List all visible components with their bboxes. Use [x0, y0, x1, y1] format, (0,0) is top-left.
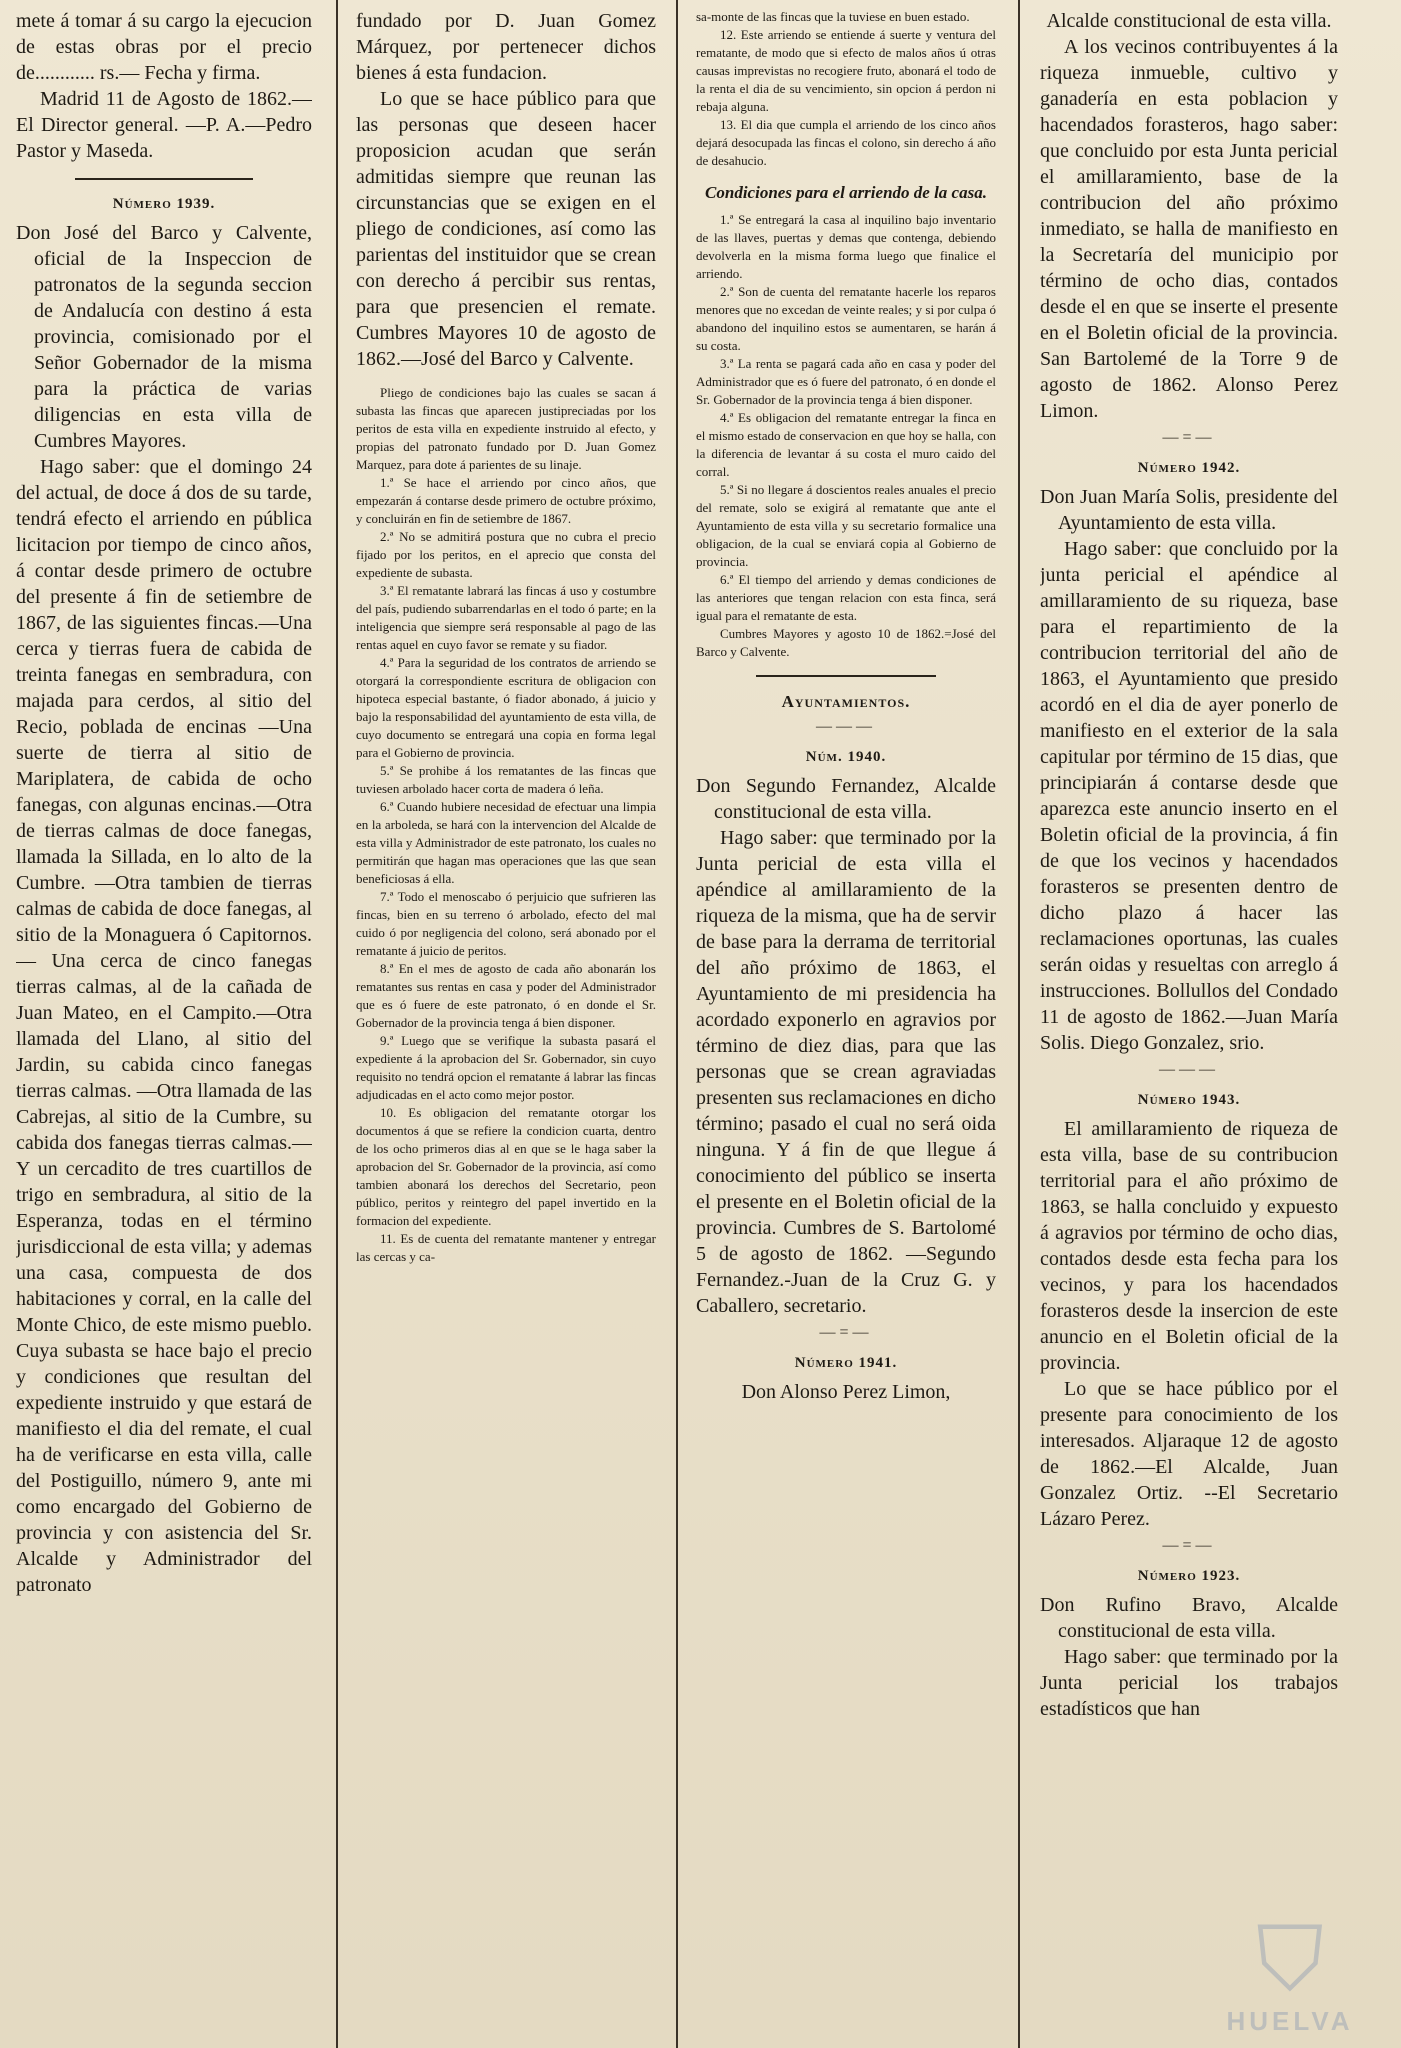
condition-5: 5.ª Se prohibe á los rematantes de las fincas que tuviesen arbolado hacer corta de madera ó leña. — [356, 763, 656, 796]
watermark-text: HUELVA — [1226, 2006, 1354, 2036]
notice-number-1923: Número 1923. — [1137, 1568, 1241, 1584]
condition-1: 1.ª Se hace el arriendo por cinco años, que empezarán á contarse desde primero de octubre próximo, y concluirán en fin de setiembre de 1867. — [356, 475, 656, 526]
section-divider — [756, 675, 936, 677]
column-3 — [696, 8, 996, 2040]
ornament-divider: ——— — [1159, 1061, 1219, 1078]
house-condition-2: 2.ª Son de cuenta del rematante hacerle los reparos menores que no excedan de veinte reales; y si por culpa ó abandono del inquilino estos se aumentaren, se harán á su costa. — [696, 284, 996, 353]
notice-1942-title: Don Juan María Solis, presidente del Ayuntamiento de esta villa. — [1040, 486, 1338, 534]
notice-1940-title: Don Segundo Fernandez, Alcalde constitucional de esta villa. — [696, 775, 996, 823]
house-conditions-signature: Cumbres Mayores y agosto 10 de 1862.=José del Barco y Calvente. — [696, 626, 996, 659]
condition-7: 7.ª Todo el menoscabo ó perjuicio que sufrieren las fincas, bien en su terreno ó arbolado, efecto del mal cuido ó por negligencia del colono, será abonado por el rematante á juicio de peritos. — [356, 889, 656, 958]
notice-1923-body: Hago saber: que terminado por la Junta pericial los trabajos estadísticos que han — [1040, 1646, 1338, 1720]
house-condition-6: 6.ª El tiempo del arriendo y demas condiciones de las anteriores que tengan relacion con esta finca, será igual para el rematante de esta. — [696, 572, 996, 623]
ornament-divider: —=— — [819, 1324, 873, 1341]
column-rule — [1018, 0, 1020, 2048]
condition-11-continued: sa-monte de las fincas que la tuviese en buen estado. — [696, 9, 970, 24]
notice-1941-title-continued: Alcalde constitucional de esta villa. — [1046, 10, 1332, 32]
notice-number-1941: Número 1941. — [794, 1355, 898, 1371]
ornament-divider: —=— — [1162, 429, 1216, 446]
notice-number-1942: Número 1942. — [1137, 460, 1241, 476]
notice-1939-public: Lo que se hace público para que las personas que deseen hacer proposicion acudan que serán admitidas siempre que reunan las circunstancias que se exigen en el pliego de condiciones, así como las parientas del instituidor que se crean con derecho á percibir sus rentas, para que presencien el remate. Cumbres Mayores 10 de agosto de 1862.—José del Barco y Calvente. — [356, 88, 656, 370]
notice-1940-body: Hago saber: que terminado por la Junta pericial de esta villa el apéndice al amillaramiento de la riqueza de la misma, que ha de servir de base para la derrama de territorial del año próximo de 1863, el Ayuntamiento de mi presidencia ha acordado exponerlo en agravios por término de diez dias, para que las personas que se crean agraviadas presenten sus reclamaciones en dicho término; pasado el cual no será oida ninguna. Y á fin de que llegue á conocimiento del público se inserta el presente en el Boletin oficial de la provincia. Cumbres de S. Bartolomé 5 de agosto de 1862. —Segundo Fernandez.-Juan de la Cruz G. y Caballero, secretario. — [696, 827, 996, 1317]
shield-icon: ⛉ — [1256, 1911, 1324, 2010]
condition-8: 8.ª En el mes de agosto de cada año abonarán los rematantes sus rentas en casa y poder del Administrador que es ó fuere de este patronato, ó en donde el Sr. Gobernador de la provincia tenga á bien disponer. — [356, 961, 656, 1030]
condition-12: 12. Este arriendo se entiende á suerte y ventura del rematante, de modo que si efecto de malos años ú otras causas imprevistas no recogiere fruto, abonará el todo de la renta el dia de su vencimiento, sin opcion á perdon ni rebaja alguna. — [696, 27, 996, 114]
section-heading-ayuntamientos: Ayuntamientos. — [781, 692, 911, 711]
paragraph-continued: mete á tomar á su cargo la ejecucion de estas obras por el precio de............ rs.— Fecha y firma. — [16, 10, 312, 84]
notice-1923-title: Don Rufino Bravo, Alcalde constitucional de esta villa. — [1040, 1594, 1338, 1642]
condition-9: 9.ª Luego que se verifique la subasta pasará el expediente á la aprobacion del Sr. Gobernador, sin cuyo requisito no tendrá opcion el rematante á labrar las fincas adjudicadas en el acto como mejor postor. — [356, 1033, 656, 1102]
condition-11: 11. Es de cuenta del rematante mantener y entregar las cercas y ca- — [356, 1231, 656, 1264]
notice-number-1939: Número 1939. — [112, 196, 216, 212]
notice-1939-body: Hago saber: que el domingo 24 del actual, de doce á dos de su tarde, tendrá efecto el arriendo en pública licitacion por tiempo de cinco años, á contar desde primero de octubre del presente á fin de setiembre de 1867, de las siguientes fincas.—Una cerca y tierras fuera de cabida de treinta fanegas en sembradura, con majada para cerdos, al sitio del Recio, poblada de encinas —Una suerte de tierra al sitio de Mariplatera, de cabida de ocho fanegas, con algunas encinas.—Otra de tierras calmas de doce fanegas, llamada la Sillada, en lo alto de la Cumbre. —Otra tambien de tierras calmas de cabida de doce fanegas, al sitio de la Monaguera ó Capitornos.— Una cerca de cinco fanegas tierras calmas, al de la cañada de Juan Mateo, en el Campito.—Otra llamada del Llano, al sitio del Jardin, su cabida cinco fanegas tierras calmas. —Otra llamada de las Cabrejas, al sitio de la Cumbre, su cabida dos fanegas tierras calmas.—Y un cercadito de tres cuartillos de trigo en sembradura, al sitio de la Esperanza, todas en el término jurisdiccional de esta villa; y ademas una casa, compuesta de dos habitaciones y corral, en la calle del Monte Chico, de este mismo pueblo. Cuya subasta se hace bajo el precio y condiciones que resultan del expediente instruido y que estará de manifiesto el dia del remate, el cual ha de verificarse en esta villa, calle del Postiguillo, número 9, ante mi como encargado del Gobierno de provincia y con asistencia del Sr. Alcalde y Administrador del patronato — [16, 456, 312, 1596]
notice-1942-body: Hago saber: que concluido por la junta pericial el apéndice al amillaramiento de su riqueza, base para el repartimiento de la contribucion territorial del año de 1863, el Ayuntamiento que presido acordó en el dia de ayer ponerlo de manifiesto en el exterior de la sala capitular por término de 15 dias, que principiarán á contarse desde que aparezca este anuncio inserto en el Boletin oficial de la provincia, á fin de que los vecinos y hacendados forasteros se presenten dentro de dicho plazo á hacer las reclamaciones oportunas, las cuales serán oidas y resueltas con arreglo á instrucciones. Bollullos del Condado 11 de agosto de 1862.—Juan María Solis. Diego Gonzalez, srio. — [1040, 538, 1338, 1054]
house-conditions-title: Condiciones para el arriendo de la casa. — [705, 183, 987, 202]
conditions-intro: Pliego de condiciones bajo las cuales se sacan á subasta las fincas que aparecen justipreciadas por los peritos de esta villa en expediente instruido al efecto, y propias del patronato fundado por D. Juan Gomez Marquez, para dote á parientes de su linaje. — [356, 385, 656, 472]
paragraph-date-signature: Madrid 11 de Agosto de 1862.—El Director general. —P. A.—Pedro Pastor y Maseda. — [16, 88, 312, 162]
condition-10: 10. Es obligacion del rematante otorgar los documentos á que se refiere la condicion cuarta, dentro de los ocho primeros dias al en que se le haga saber la aprobacion del Sr. Gobernador de la provincia, así como tambien abonará los derechos del Secretario, peon público, peritos y reintegro del papel invertido en la formacion del expediente. — [356, 1105, 656, 1228]
condition-6: 6.ª Cuando hubiere necesidad de efectuar una limpia en la arboleda, se hará con la intervencion del Alcalde de esta villa y Administrador de este patronato, los cuales no permitirán que hagan mas operaciones que las que sean beneficiosas á ella. — [356, 799, 656, 886]
notice-number-1940: Núm. 1940. — [805, 749, 887, 765]
notice-number-1943: Número 1943. — [1137, 1092, 1241, 1108]
notice-1941-body: A los vecinos contribuyentes á la riqueza inmueble, cultivo y ganadería en esta poblacion y hacendados forasteros, hago saber: que concluido por esta Junta pericial el amillaramiento, base de la contribucion del año próximo inmediato, se halla de manifiesto en la Secretaría del municipio por término de ocho dias, contados desde el en que se inserte el presente en el Boletin oficial de la provincia. San Bartolemé de la Torre 9 de agosto de 1862. Alonso Perez Limon. — [1040, 36, 1338, 422]
ornament-divider: ——— — [816, 718, 876, 735]
notice-1943-body: El amillaramiento de riqueza de esta villa, base de su contribucion territorial para el año próximo de 1863, se halla concluido y expuesto á agravios por término de ocho dias, contados desde esta fecha para los vecinos, y para los hacendados forasteros desde la insercion de este anuncio en el Boletin oficial de la provincia. — [1040, 1118, 1338, 1374]
house-condition-1: 1.ª Se entregará la casa al inquilino bajo inventario de las llaves, puertas y demas que contenga, debiendo devolverla en la misma forma luego que finalice el arriendo. — [696, 212, 996, 281]
notice-1943-public: Lo que se hace público por el presente para conocimiento de los interesados. Aljaraque 12 de agosto de 1862.—El Alcalde, Juan Gonzalez Ortiz. --El Secretario Lázaro Perez. — [1040, 1378, 1338, 1530]
notice-1939-title: Don José del Barco y Calvente, oficial de la Inspeccion de patronatos de la segunda seccion de Andalucía con destino á esta provincia, comisionado por el Señor Gobernador de la misma para la práctica de varias diligencias en esta villa de Cumbres Mayores. — [16, 222, 312, 452]
condition-13: 13. El dia que cumpla el arriendo de los cinco años dejará desocupada las fincas el colono, sin derecho á año de desahucio. — [696, 117, 996, 168]
column-1 — [16, 8, 312, 2040]
house-condition-3: 3.ª La renta se pagará cada año en casa y poder del Administrador que es ó fuere del patronato, ó en donde el Sr. Gobernador de la provincia tenga á bien disponer. — [696, 356, 996, 407]
column-rule — [676, 0, 678, 2048]
house-condition-4: 4.ª Es obligacion del rematante entregar la finca en el mismo estado de conservacion en que hoy se halla, con la diferencia de levantar á su costa el muro caido del corral. — [696, 410, 996, 479]
house-condition-5: 5.ª Si no llegare á doscientos reales anuales el precio del remate, solo se exigirá al rematante que ante el Ayuntamiento de esta villa y su secretario formalice una obligacion, de la cual se enviará copia al Gobierno de provincia. — [696, 482, 996, 569]
column-rule — [336, 0, 338, 2048]
section-divider — [75, 178, 253, 180]
notice-1939-continued: fundado por D. Juan Gomez Márquez, por pertenecer dichos bienes á esta fundacion. — [356, 10, 656, 84]
notice-1941-title: Don Alonso Perez Limon, — [741, 1381, 951, 1403]
condition-2: 2.ª No se admitirá postura que no cubra el precio fijado por los peritos, en el aprecio que consta del expediente de subasta. — [356, 529, 656, 580]
condition-4: 4.ª Para la seguridad de los contratos de arriendo se otorgará la correspondiente escritura de obligacion con hipoteca especial bastante, ó fiador abonado, á juicio y bajo la responsabilidad del ayuntamiento de esta villa, de cuyo documento se entregará una copia en forma legal para el Gobierno de provincia. — [356, 655, 656, 760]
column-4 — [1040, 8, 1338, 2040]
condition-3: 3.ª El rematante labrará las fincas á uso y costumbre del país, pudiendo subarrendarlas en el todo ó parte; en la inteligencia que siempre será responsable al pago de las rentas aquel en cuyo favor se remate y su fiador. — [356, 583, 656, 652]
ornament-divider: —=— — [1162, 1537, 1216, 1554]
column-2 — [356, 8, 656, 2040]
